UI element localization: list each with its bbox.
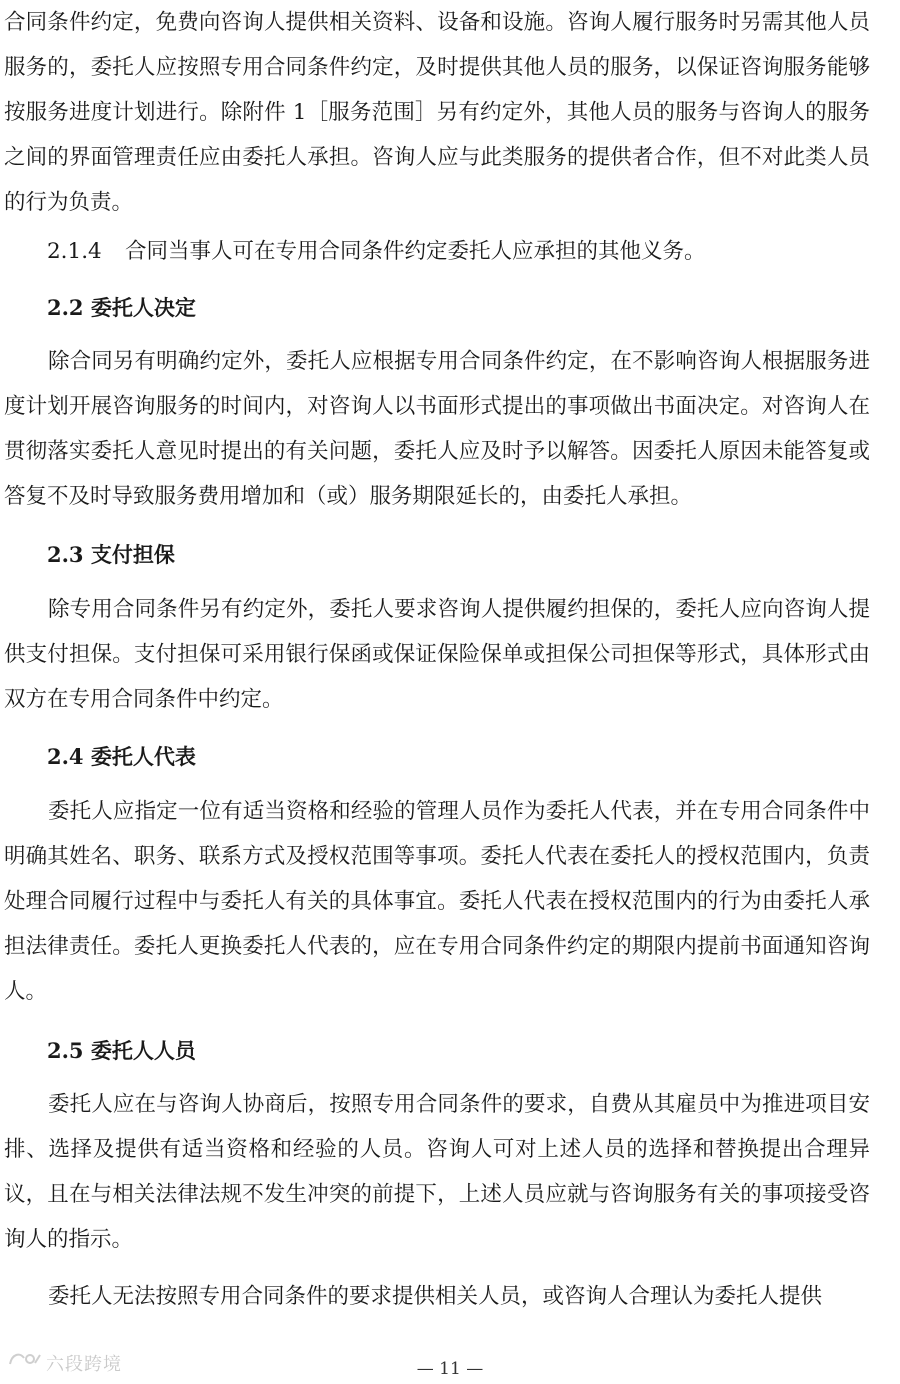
paragraph-2-4: 委托人应指定一位有适当资格和经验的管理人员作为委托人代表，并在专用合同条件中明确其姓名、职务、联系方式及授权范围等事项。委托人代表在委托人的授权范围内，负责处理合同履行过程中与委托人有关的具体事宜。委托人代表在授权范围内的行为由委托人承担法律责任。委托人更换委托人代表的，应在专用合同条件约定的期限内提前书面通知咨询人。: [4, 799, 870, 1004]
paragraph-2-2: 除合同另有明确约定外，委托人应根据专用合同条件约定，在不影响咨询人根据服务进度计划开展咨询服务的时间内，对咨询人以书面形式提出的事项做出书面决定。对咨询人在贯彻落实委托人意见时提出的有关问题，委托人应及时予以解答。因委托人原因未能答复或答复不及时导致服务费用增加和（或）服务期限延长的，由委托人承担。: [4, 349, 870, 509]
section-heading-2-3: 2.3 支付担保: [47, 542, 175, 567]
clause-text: 合同当事人可在专用合同条件约定委托人应承担的其他义务。: [125, 239, 706, 264]
section-heading-2-5: 2.5 委托人人员: [47, 1038, 196, 1063]
paragraph-2-5-b: 委托人无法按照专用合同条件的要求提供相关人员，或咨询人合理认为委托人提供: [48, 1284, 823, 1309]
clause-2-1-4: [47, 237, 706, 267]
paragraph-2-5-a: 委托人应在与咨询人协商后，按照专用合同条件的要求，自费从其雇员中为推进项目安排、选择及提供有适当资格和经验的人员。咨询人可对上述人员的选择和替换提出合理异议，且在与相关法律法规不发生冲突的前提下，上述人员应就与咨询服务有关的事项接受咨询人的指示。: [4, 1092, 870, 1252]
page-number: — 11 —: [416, 1359, 484, 1379]
watermark-text: 六段跨境: [46, 1354, 122, 1375]
section-heading-2-4: 2.4 委托人代表: [47, 744, 196, 769]
paragraph-2-3: 除专用合同条件另有约定外，委托人要求咨询人提供履约担保的，委托人应向咨询人提供支付担保。支付担保可采用银行保函或保证保险保单或担保公司担保等形式，具体形式由双方在专用合同条件中约定。: [4, 597, 870, 712]
section-heading-2-2: 2.2 委托人决定: [47, 295, 196, 320]
paragraph-continuation: 合同条件约定，免费向咨询人提供相关资料、设备和设施。咨询人履行服务时另需其他人员服务的，委托人应按照专用合同条件约定，及时提供其他人员的服务，以保证咨询服务能够按服务进度计划进行。除附件 1［服务范围］另有约定外，其他人员的服务与咨询人的服务之间的界面管理责任应由委托人承担。咨询人应与此类服务的提供者合作，但不对此类人员的行为负责。: [4, 10, 870, 215]
clause-number: 2.1.4: [47, 239, 102, 264]
